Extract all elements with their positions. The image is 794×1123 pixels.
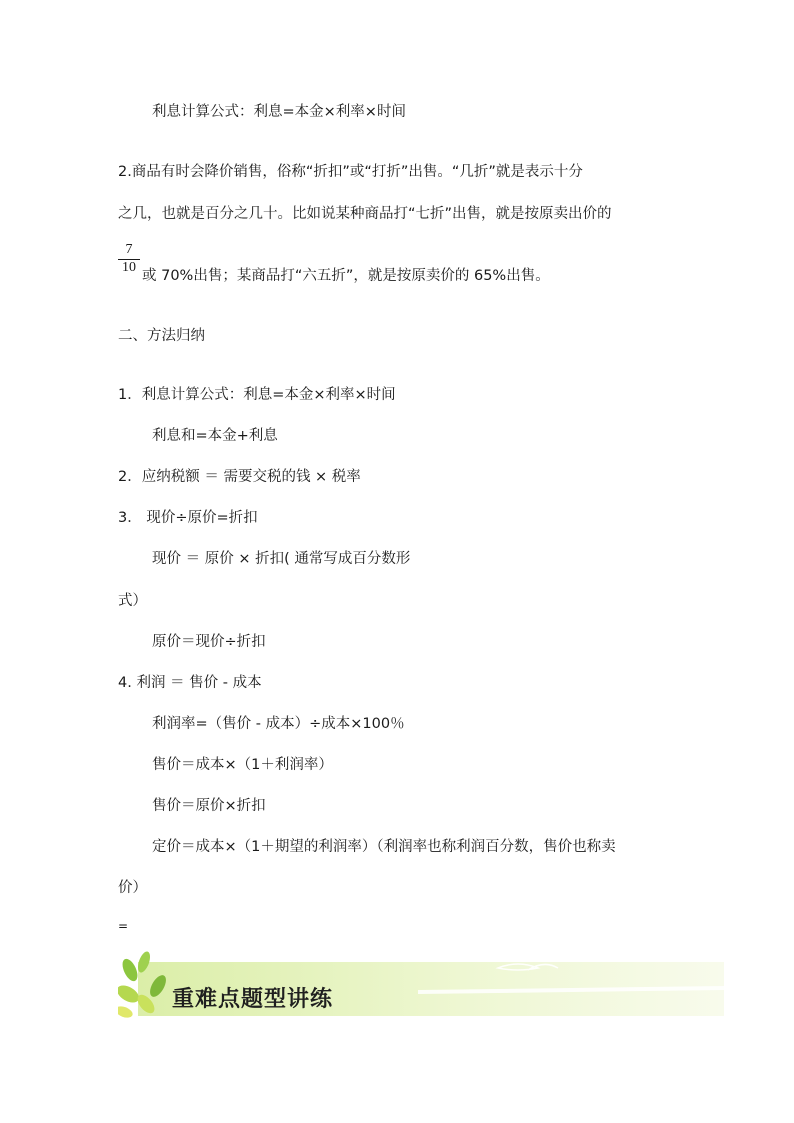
text-line-method-4e: 定价＝成本×（1＋期望的利润率）（利润率也称利润百分数，售价也称卖	[152, 839, 616, 855]
text-line-interest-formula-intro: 利息计算公式：利息=本金×利率×时间	[152, 104, 406, 120]
text-line-method-4f: 价）	[118, 880, 147, 896]
fraction-denominator: 10	[122, 260, 136, 275]
text-line-method-4c: 售价＝成本×（1＋利润率）	[152, 757, 333, 773]
banner-title: 重难点题型讲练	[172, 987, 334, 1012]
text-line-method-3: 3． 现价÷原价=折扣	[118, 510, 258, 526]
text-line-discount-1: 2.商品有时会降价销售，俗称“折扣”或“打折”出售。“几折”就是表示十分	[118, 164, 583, 180]
text-line-method-3b: 现价 ＝ 原价 × 折扣( 通常写成百分数形	[152, 551, 411, 567]
text-line-method-1: 1．利息计算公式：利息=本金×利率×时间	[118, 387, 396, 403]
text-line-method-4: 4. 利润 ＝ 售价 - 成本	[118, 675, 262, 691]
text-line-method-4d: 售价＝原价×折扣	[152, 798, 266, 814]
text-line-method-3c: 式）	[118, 593, 147, 609]
text-line-discount-3: 或 70%出售；某商品打“六五折”，就是按原卖价的 65%出售。	[142, 268, 550, 284]
text-line-method-1b: 利息和=本金+利息	[152, 428, 278, 444]
text-line-discount-2: 之几，也就是百分之几十。比如说某种商品打“七折”出售，就是按原卖出价的	[118, 206, 612, 222]
text-line-method-2: 2．应纳税额 ＝ 需要交税的钱 × 税率	[118, 469, 361, 485]
text-line-equals: =	[118, 919, 129, 933]
text-line-method-3d: 原价＝现价÷折扣	[152, 634, 266, 650]
section-heading-methods: 二、方法归纳	[118, 328, 205, 344]
fraction-numerator: 7	[125, 242, 133, 257]
text-line-method-4b: 利润率=（售价 - 成本）÷成本×100％	[152, 716, 405, 732]
fraction-seven-tenths	[118, 242, 140, 276]
